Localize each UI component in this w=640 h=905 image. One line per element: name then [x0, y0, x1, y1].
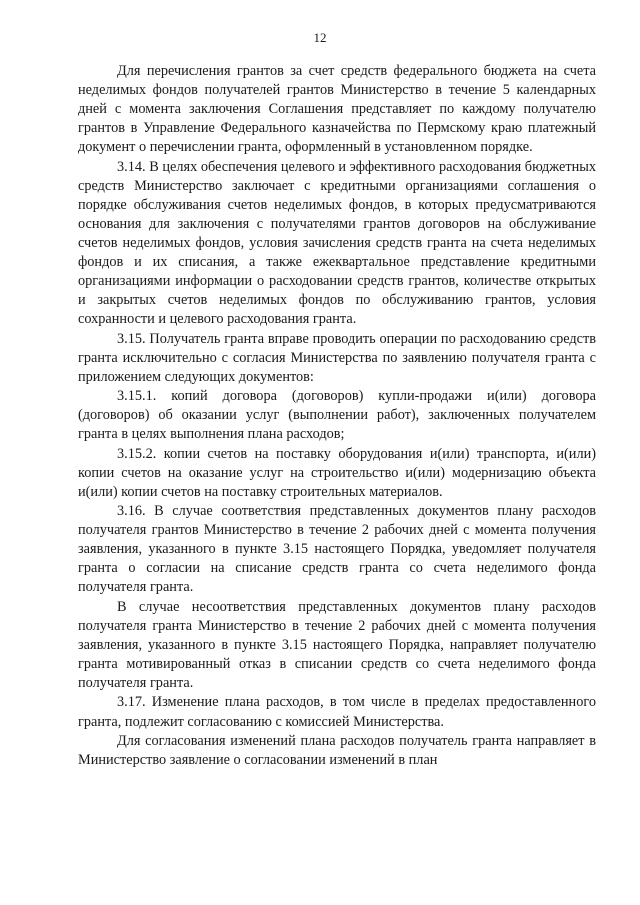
paragraph-3-16-refusal: В случае несоответствия представленных документов плану расходов получателя гранта Министерство в течение 2 рабочих дней с момента получения заявления, указанного в пункте 3.15 настоящего Порядка, направляет получателю гранта мотивированный отказ в списании средств со счета неделимого фонда получателя гранта. [78, 598, 596, 692]
paragraph-3-15: 3.15. Получатель гранта вправе проводить операции по расходованию средств гранта исключительно с согласия Министерства по заявлению получателя гранта с приложением следующих документов: [78, 330, 596, 385]
paragraph-grant-transfer: Для перечисления грантов за счет средств федерального бюджета на счета неделимых фондов получателей грантов Министерство в течение 5 календарных дней с момента заключения Соглашения представляет по каждому получателю грантов в Управление Федерального казначейства по Пермскому краю платежный документ о перечислении гранта, оформленный в установленном порядке. [78, 63, 596, 156]
document-body [78, 62, 596, 770]
paragraph-plan-changes: Для согласования изменений плана расходов получатель гранта направляет в Министерство заявление о согласовании изменений в план [78, 732, 596, 768]
paragraph-3-15-1: 3.15.1. копий договора (договоров) купли-продажи и(или) договора (договоров) об оказании услуг (выполнении работ), заключенных получателем гранта в целях выполнения плана расходов; [78, 388, 596, 443]
paragraph-3-15-2: 3.15.2. копии счетов на поставку оборудования и(или) транспорта, и(или) копии счетов на оказание услуг на строительство и(или) модернизацию объекта и(или) копии счетов на поставку строительных материалов. [78, 445, 596, 500]
paragraph-3-14: 3.14. В целях обеспечения целевого и эффективного расходования бюджетных средств Министерство заключает с кредитными организациями соглашения о порядке обслуживания счетов неделимых фондов, в которых предусматриваются основания для заключения с получателями грантов договоров на обслуживание счетов неделимых фондов, условия зачисления средств гранта на счета неделимых фондов и их списания, а также ежеквартальное представление кредитными организациями информации о расходовании средств грантов, количестве открытых и закрытых счетов неделимых фондов по обслуживанию грантов, условия сохранности и целевого расходования гранта. [78, 158, 596, 328]
paragraph-3-16: 3.16. В случае соответствия представленных документов плану расходов получателя грантов Министерство в течение 2 рабочих дней с момента получения заявления, указанного в пункте 3.15 настоящего Порядка, уведомляет получателя гранта о согласии на списание средств гранта со счета неделимого фонда получателя гранта. [78, 503, 596, 596]
paragraph-3-17: 3.17. Изменение плана расходов, в том числе в пределах предоставленного гранта, подлежит согласованию с комиссией Министерства. [78, 694, 596, 730]
page-number: 12 [313, 30, 327, 45]
